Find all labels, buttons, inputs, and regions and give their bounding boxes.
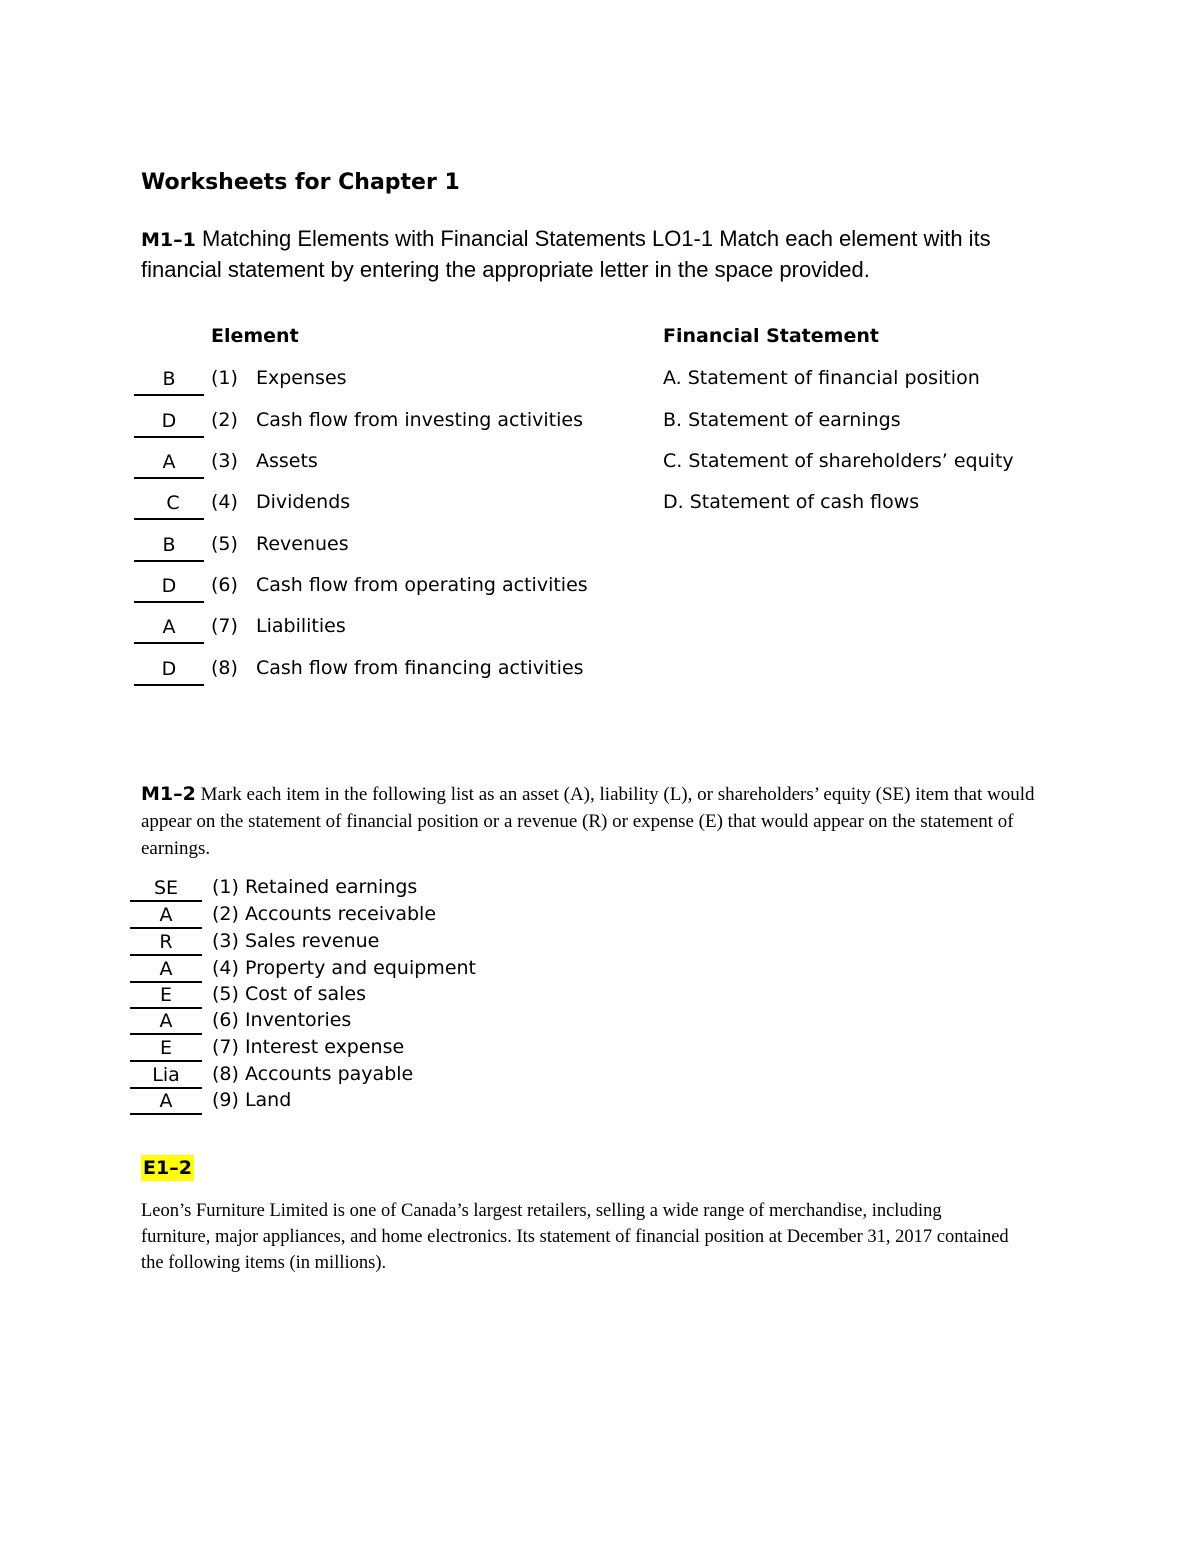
- m1-1-answer-4[interactable]: C: [134, 484, 204, 520]
- m1-2-answer-4[interactable]: A: [130, 956, 202, 983]
- m1-1-item-number-8: (8): [211, 657, 238, 679]
- m1-1-item-number-1: (1): [211, 367, 238, 389]
- m1-2-answer-3[interactable]: R: [130, 929, 202, 956]
- m1-1-item-label-6: Cash flow from operating activities: [256, 574, 588, 596]
- m1-1-instructions-text: Matching Elements with Financial Statements LO1-1 Match each element with its financial statement by entering the appropriate letter in the space provided.: [141, 226, 991, 282]
- m1-1-answer-7[interactable]: A: [134, 608, 204, 644]
- financial-statement-header: Financial Statement: [663, 325, 879, 347]
- m1-2-item-label-4: (4) Property and equipment: [212, 957, 476, 979]
- m1-1-item-label-4: Dividends: [256, 491, 351, 513]
- m1-2-answer-5[interactable]: E: [130, 982, 202, 1009]
- m1-1-answer-8[interactable]: D: [134, 650, 204, 686]
- page-title: Worksheets for Chapter 1: [141, 170, 460, 195]
- statement-option-d: D. Statement of cash flows: [663, 491, 920, 513]
- m1-2-answer-8[interactable]: Lia: [130, 1062, 202, 1089]
- statement-option-a: A. Statement of financial position: [663, 367, 980, 389]
- m1-2-item-label-8: (8) Accounts payable: [212, 1063, 414, 1085]
- m1-1-item-number-5: (5): [211, 533, 238, 555]
- m1-1-item-label-3: Assets: [256, 450, 318, 472]
- m1-1-item-label-1: Expenses: [256, 367, 347, 389]
- e1-2-paragraph: Leon’s Furniture Limited is one of Canada’s largest retailers, selling a wide range of merchandise, including furniture, major appliances, and home electronics. Its statement of financial position at December 31, 2017 contained the following items (in millions).: [141, 1201, 1009, 1273]
- m1-2-item-label-2: (2) Accounts receivable: [212, 903, 437, 925]
- m1-1-answer-6[interactable]: D: [134, 567, 204, 603]
- m1-1-answer-2[interactable]: D: [134, 402, 204, 438]
- m1-1-item-number-3: (3): [211, 450, 238, 472]
- m1-1-answer-5[interactable]: B: [134, 526, 204, 562]
- m1-2-answer-6[interactable]: A: [130, 1008, 202, 1035]
- m1-2-answer-1[interactable]: SE: [130, 875, 202, 902]
- m1-1-item-number-7: (7): [211, 615, 238, 637]
- e1-2-heading: E1–2: [143, 1157, 192, 1179]
- m1-1-item-number-6: (6): [211, 574, 238, 596]
- m1-2-item-label-1: (1) Retained earnings: [212, 876, 418, 898]
- m1-1-answer-1[interactable]: B: [134, 360, 204, 396]
- m1-2-instructions-text: Mark each item in the following list as an asset (A), liability (L), or shareholders’ equity (SE) item that would appear on the statement of financial position or a revenue (R) or expense (E) that would appear on the statement of earnings.: [141, 784, 1035, 859]
- m1-1-item-label-2: Cash flow from investing activities: [256, 409, 583, 431]
- m1-1-item-label-5: Revenues: [256, 533, 349, 555]
- statement-option-b: B. Statement of earnings: [663, 409, 901, 431]
- m1-2-answer-9[interactable]: A: [130, 1088, 202, 1115]
- m1-2-answer-7[interactable]: E: [130, 1035, 202, 1062]
- statement-option-c: C. Statement of shareholders’ equity: [663, 450, 1014, 472]
- m1-2-item-label-6: (6) Inventories: [212, 1009, 352, 1031]
- m1-1-instructions: [141, 224, 1071, 284]
- m1-2-item-label-7: (7) Interest expense: [212, 1036, 405, 1058]
- m1-2-item-label-5: (5) Cost of sales: [212, 983, 366, 1005]
- m1-1-item-label-7: Liabilities: [256, 615, 346, 637]
- m1-1-item-number-2: (2): [211, 409, 238, 431]
- m1-1-item-number-4: (4): [211, 491, 238, 513]
- m1-2-code: M1–2: [141, 783, 196, 805]
- m1-1-answer-3[interactable]: A: [134, 443, 204, 479]
- m1-2-item-label-9: (9) Land: [212, 1089, 292, 1111]
- m1-1-code: M1–1: [141, 229, 196, 251]
- m1-1-item-label-8: Cash flow from financing activities: [256, 657, 584, 679]
- m1-2-answer-2[interactable]: A: [130, 902, 202, 929]
- m1-2-item-label-3: (3) Sales revenue: [212, 930, 380, 952]
- m1-2-instructions: [141, 781, 1041, 862]
- element-header: Element: [211, 325, 299, 347]
